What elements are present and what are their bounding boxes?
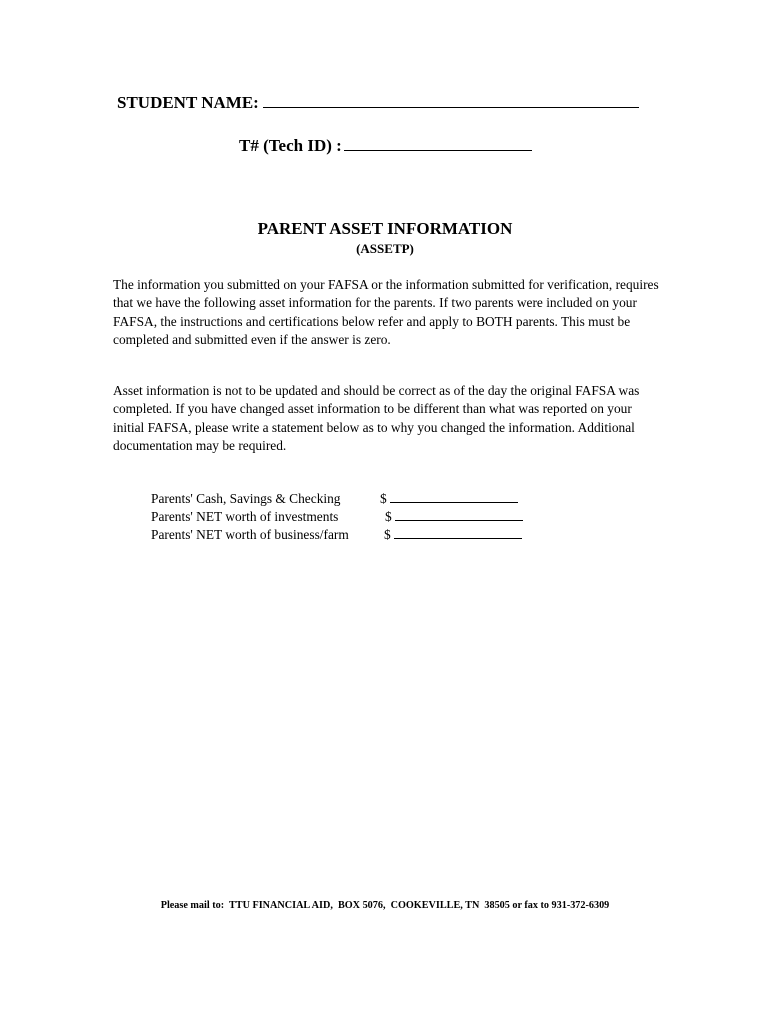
asset-label: Parents' Cash, Savings & Checking: [151, 491, 341, 506]
student-name-blank[interactable]: [263, 106, 639, 108]
tech-id-field: [239, 136, 532, 156]
asset-row-investments: [151, 508, 523, 526]
student-name-field: [117, 93, 639, 113]
dollar-sign: $: [384, 527, 391, 542]
asset-row-business-farm: [151, 526, 523, 544]
mailing-footer: Please mail to: TTU FINANCIAL AID, BOX 5076, COOKEVILLE, TN 38505 or fax to 931-372-6309: [160, 900, 610, 911]
dollar-sign: $: [385, 509, 392, 524]
form-title: PARENT ASSET INFORMATION: [257, 219, 513, 238]
student-name-label: STUDENT NAME:: [117, 93, 259, 112]
asset-update-paragraph: Asset information is not to be updated and should be correct as of the day the original FAFSA was completed. If you have changed asset information to be different than what was reported on your initial FAFSA, please write a statement below as to why you changed the information. Additional documentation may be required.: [113, 383, 640, 453]
instructions-paragraph: The information you submitted on your FAFSA or the information submitted for verification, requires that we have the following asset information for the parents. If two parents were included on your FAFSA, the instructions and certifications below refer and apply to BOTH parents. This must be completed and submitted even if the answer is zero.: [113, 277, 659, 347]
asset-amount-blank[interactable]: [390, 501, 518, 503]
asset-row-cash: [151, 490, 523, 508]
asset-list: [151, 490, 523, 544]
dollar-sign: $: [380, 491, 387, 506]
tech-id-blank[interactable]: [344, 149, 532, 151]
tech-id-label: T# (Tech ID) :: [239, 136, 342, 155]
asset-amount-blank[interactable]: [395, 519, 523, 521]
form-code: (ASSETP): [356, 241, 414, 256]
asset-amount-blank[interactable]: [394, 537, 522, 539]
asset-label: Parents' NET worth of investments: [151, 509, 339, 524]
asset-label: Parents' NET worth of business/farm: [151, 527, 349, 542]
